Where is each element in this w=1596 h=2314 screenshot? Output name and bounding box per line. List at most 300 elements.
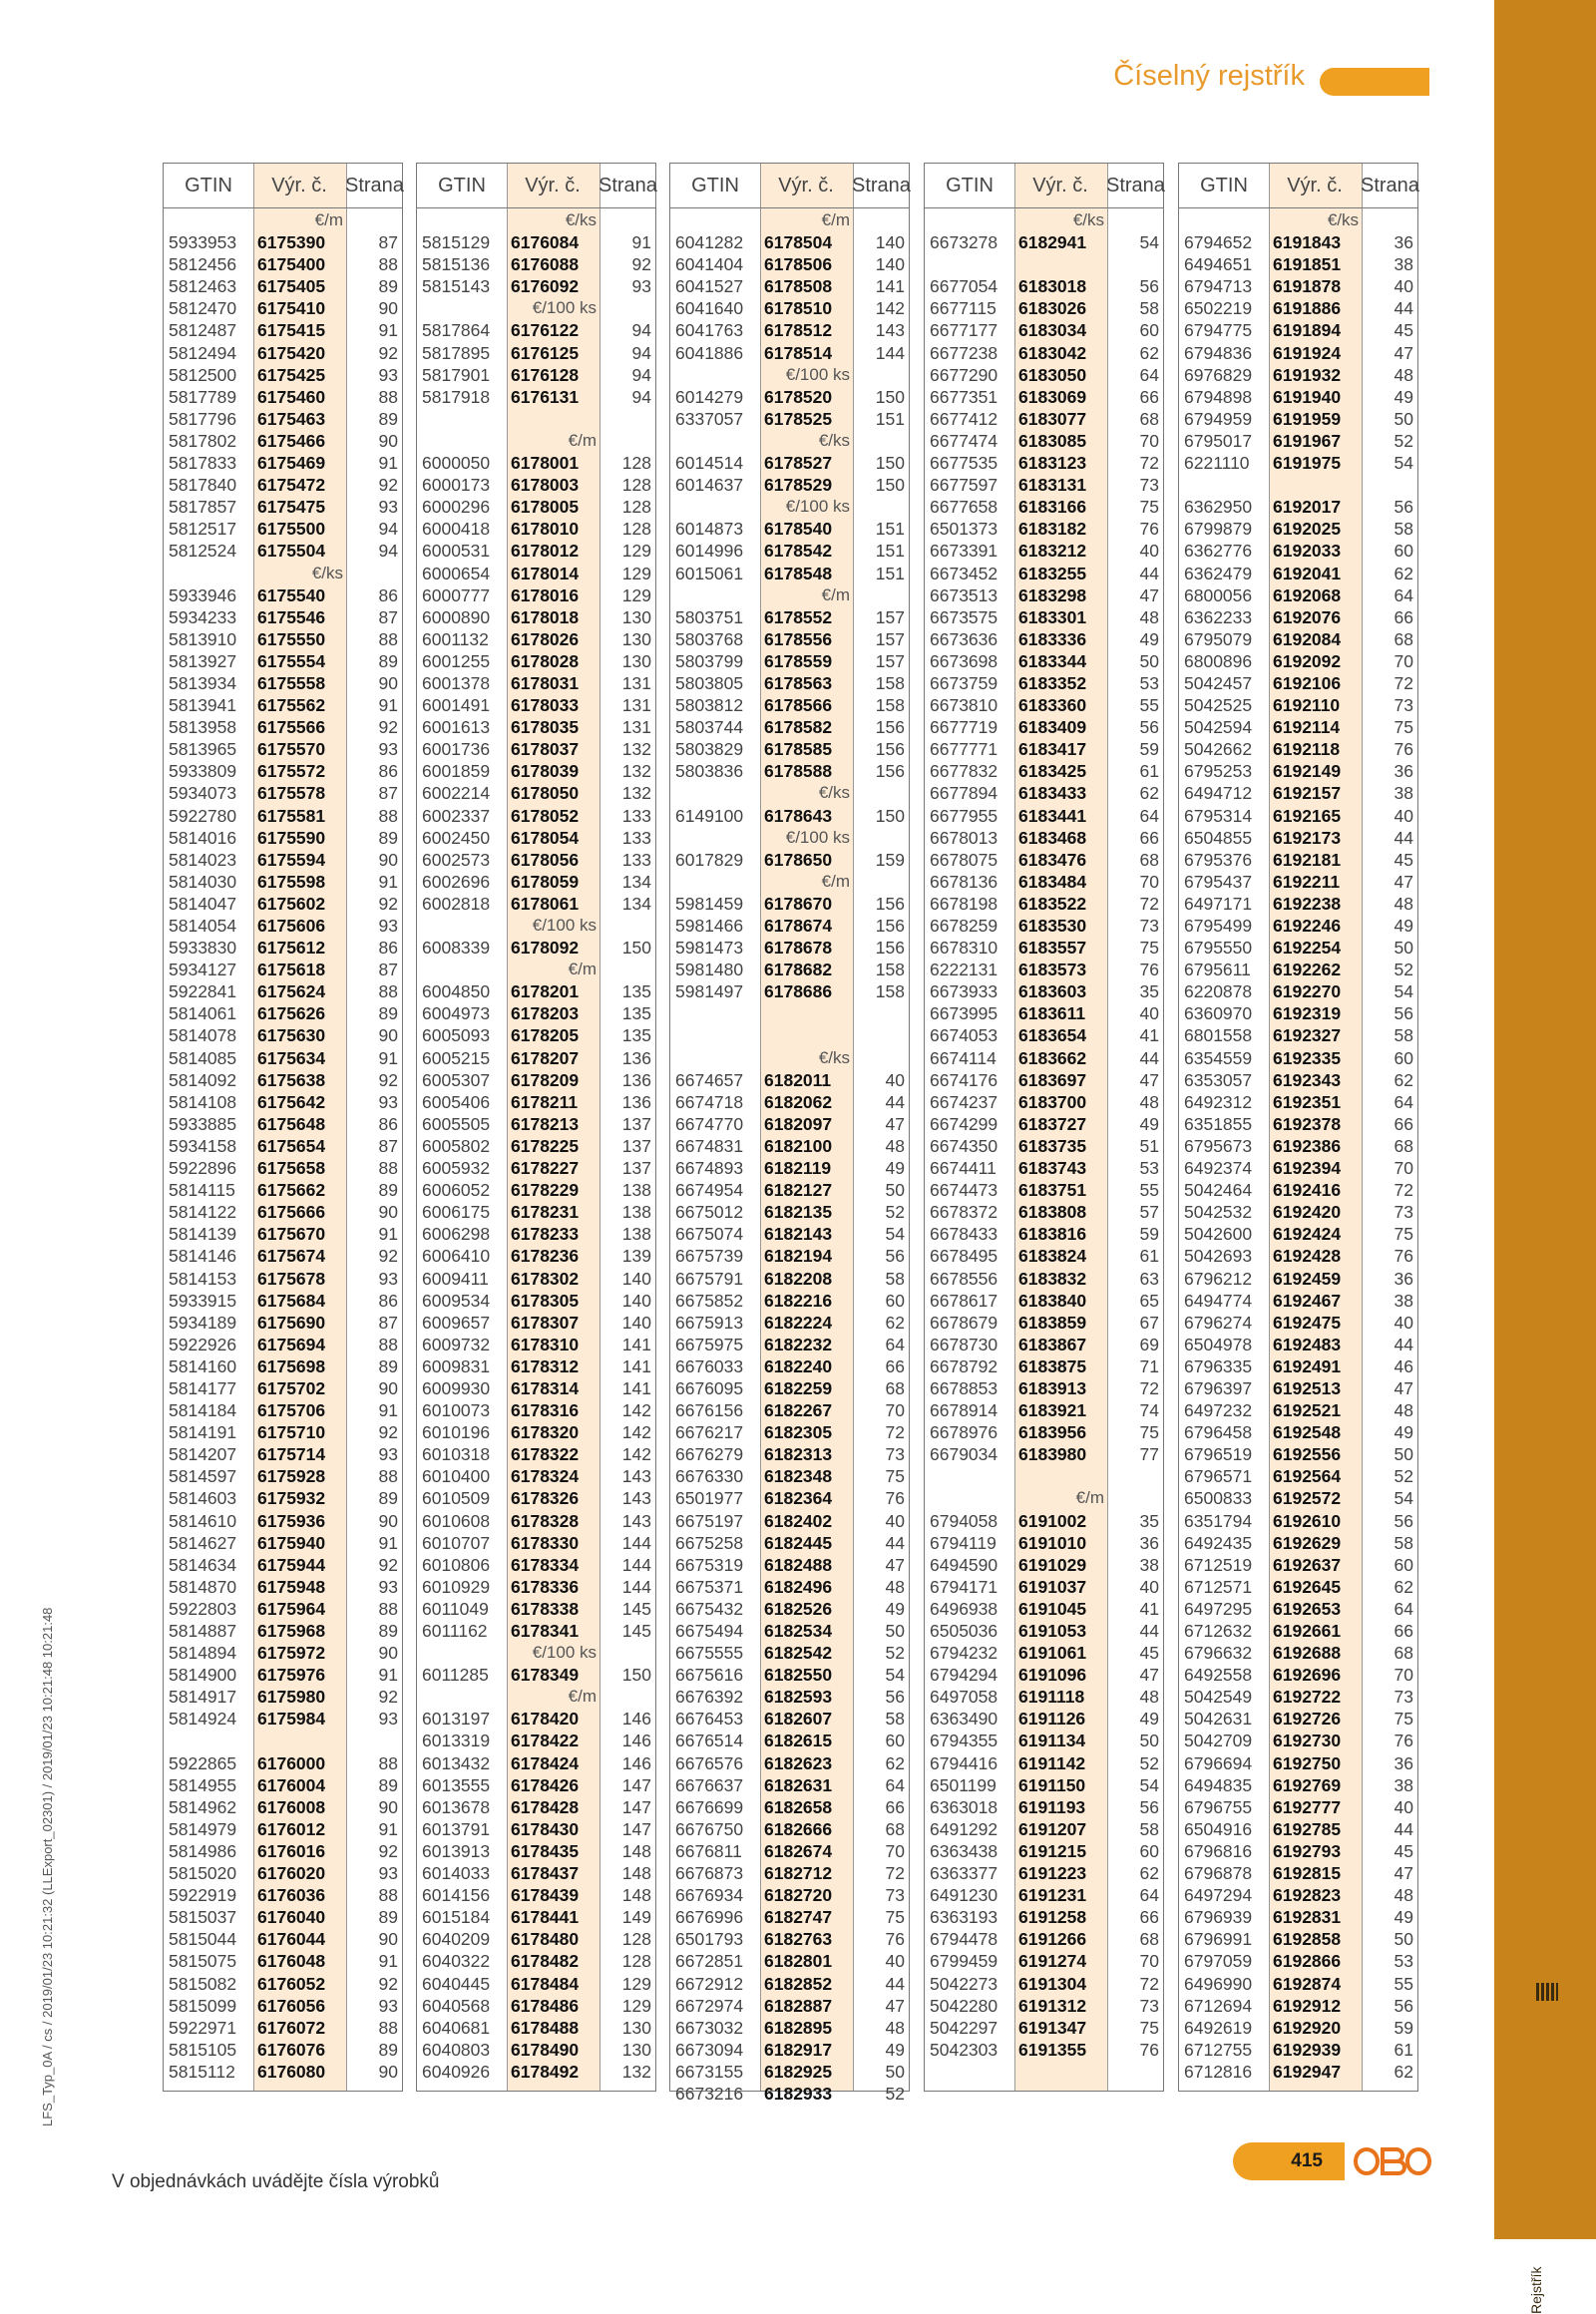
- gtin-cell: 6676453: [675, 1709, 744, 1730]
- page-cell: 93: [378, 1268, 398, 1289]
- product-number-cell: 6178037: [511, 739, 580, 760]
- product-number-cell: 6192730: [1273, 1731, 1342, 1751]
- page-cell: 88: [378, 1334, 398, 1354]
- table-row: [670, 386, 909, 408]
- gtin-cell: 6360970: [1184, 1003, 1253, 1024]
- table-row: [417, 1268, 655, 1290]
- table-row: [670, 1840, 909, 1862]
- product-number-cell: 6191150: [1018, 1774, 1086, 1795]
- product-number-cell: 6178585: [764, 739, 833, 760]
- gtin-cell: 6676750: [675, 1818, 744, 1839]
- product-number-cell: 6175928: [257, 1466, 326, 1487]
- page-cell: 68: [1139, 1929, 1159, 1950]
- gtin-cell: 6673155: [675, 2061, 744, 2082]
- page-cell: 48: [1139, 1687, 1159, 1708]
- product-number-cell: 6182224: [764, 1312, 833, 1333]
- page-cell: 73: [1394, 1202, 1413, 1223]
- table-row: [670, 1399, 909, 1421]
- product-number-cell: 6192629: [1273, 1532, 1342, 1553]
- gtin-cell: 6041886: [675, 342, 744, 363]
- table-row: [1179, 1576, 1417, 1598]
- page-cell: 92: [378, 1069, 398, 1090]
- product-number-cell: 6178314: [511, 1377, 580, 1398]
- product-number-cell: 6176076: [257, 2039, 326, 2060]
- gtin-cell: 5803812: [675, 695, 744, 716]
- product-number-cell: 6178582: [764, 717, 833, 738]
- table-row: [925, 1334, 1163, 1355]
- page-cell: 144: [621, 1554, 651, 1575]
- product-number-cell: 6178312: [511, 1355, 580, 1376]
- table-row: [1179, 1532, 1417, 1554]
- table-row: [164, 275, 402, 297]
- gtin-cell: 5817802: [169, 430, 237, 451]
- page-cell: 56: [885, 1687, 905, 1708]
- gtin-cell: 5814016: [169, 827, 237, 848]
- index-column: [1178, 163, 1418, 2092]
- gtin-cell: 5817864: [422, 320, 491, 341]
- gtin-cell: 5981473: [675, 938, 744, 959]
- page-cell: 75: [1139, 938, 1159, 959]
- table-row: [417, 827, 655, 849]
- table-row: [925, 297, 1163, 319]
- product-number-cell: 6175714: [257, 1444, 326, 1465]
- table-row: [925, 1752, 1163, 1774]
- page-cell: 38: [1394, 783, 1413, 804]
- table-row: [1179, 1047, 1417, 1069]
- page-cell: 52: [1394, 430, 1413, 451]
- product-number-cell: 6192114: [1273, 717, 1341, 738]
- page-cell: 128: [621, 1951, 651, 1972]
- product-number-cell: 6191851: [1273, 254, 1342, 275]
- product-number-cell: 6175968: [257, 1621, 326, 1641]
- gtin-cell: 6011162: [422, 1621, 488, 1641]
- gtin-cell: 5813934: [169, 672, 237, 693]
- gtin-cell: 6504916: [1184, 1818, 1253, 1839]
- table-row: [417, 1884, 655, 1906]
- product-number-cell: 6175469: [257, 453, 326, 474]
- page-cell: 70: [885, 1400, 905, 1421]
- product-number-cell: 6192866: [1273, 1951, 1342, 1972]
- gtin-cell: 5922971: [169, 2017, 237, 2038]
- gtin-cell: 6673759: [930, 672, 998, 693]
- page-cell: 142: [621, 1400, 651, 1421]
- table-row: [164, 1686, 402, 1708]
- product-number-cell: 6178506: [764, 254, 833, 275]
- page-cell: 49: [1139, 628, 1159, 649]
- table-row: [164, 1510, 402, 1532]
- table-row: [925, 584, 1163, 606]
- table-row: [1179, 1179, 1417, 1201]
- gtin-cell: 6794959: [1184, 408, 1253, 429]
- product-number-cell: 6183026: [1018, 298, 1087, 319]
- product-number-cell: 6192572: [1273, 1488, 1342, 1509]
- page-cell: 88: [378, 1752, 398, 1773]
- gtin-cell: 6673513: [930, 584, 998, 605]
- product-number-cell: 6182526: [764, 1598, 833, 1619]
- table-row: [164, 1973, 402, 1995]
- table-row: [670, 1201, 909, 1223]
- gtin-cell: 6795376: [1184, 849, 1253, 870]
- gtin-cell: 5042525: [1184, 695, 1253, 716]
- page-cell: 91: [378, 1951, 398, 1972]
- page-cell: 68: [885, 1818, 905, 1839]
- product-number-cell: 6178341: [511, 1621, 580, 1641]
- table-row: [1179, 1686, 1417, 1708]
- page-cell: 76: [1139, 960, 1159, 980]
- table-row: [417, 1377, 655, 1399]
- table-row: [164, 408, 402, 430]
- page-cell: 146: [621, 1752, 651, 1773]
- product-number-cell: 6182240: [764, 1355, 833, 1376]
- gtin-cell: 6794232: [930, 1643, 998, 1664]
- page-cell: 64: [885, 1774, 905, 1795]
- page-cell: 77: [1139, 1444, 1159, 1465]
- page-cell: 156: [875, 893, 905, 914]
- table-row: [925, 1268, 1163, 1290]
- product-number-cell: 6175598: [257, 871, 326, 892]
- table-row: [1179, 650, 1417, 672]
- unit-label: €/m: [568, 1687, 597, 1707]
- gtin-cell: 6794355: [930, 1731, 998, 1751]
- table-row: [1179, 1510, 1417, 1532]
- table-row: [1179, 1002, 1417, 1024]
- table-row: [417, 1995, 655, 2017]
- page-cell: 48: [1139, 606, 1159, 627]
- column-header: [164, 164, 402, 208]
- page-cell: 40: [1394, 1796, 1413, 1817]
- table-row: [925, 1686, 1163, 1708]
- gtin-cell: 6006175: [422, 1202, 491, 1223]
- gtin-cell: 6676279: [675, 1444, 744, 1465]
- gtin-cell: 6678013: [930, 827, 998, 848]
- table-row: [1179, 959, 1417, 980]
- product-number-cell: 6178056: [511, 849, 580, 870]
- page-cell: 38: [1139, 1554, 1159, 1575]
- unit-row: [670, 1047, 909, 1069]
- product-number-cell: 6191215: [1018, 1840, 1087, 1861]
- table-row: [417, 760, 655, 782]
- table-row: [670, 1113, 909, 1135]
- table-row: [670, 1443, 909, 1465]
- page-cell: 132: [621, 739, 651, 760]
- product-number-cell: 6192785: [1273, 1818, 1342, 1839]
- table-row: [417, 386, 655, 408]
- product-number-cell: 6176056: [257, 1995, 326, 2016]
- page-cell: 38: [1394, 254, 1413, 275]
- product-number-cell: 6183697: [1018, 1069, 1087, 1090]
- gtin-cell: 6494835: [1184, 1774, 1253, 1795]
- page-cell: 147: [621, 1796, 651, 1817]
- gtin-cell: 6673391: [930, 541, 998, 562]
- page-cell: 92: [378, 475, 398, 496]
- product-number-cell: 6175976: [257, 1665, 326, 1686]
- table-row: [164, 959, 402, 980]
- table-row: [925, 342, 1163, 364]
- table-row: [670, 408, 909, 430]
- product-number-cell: 6178010: [511, 519, 580, 540]
- page-cell: 59: [1139, 1224, 1159, 1245]
- page-cell: 136: [621, 1091, 651, 1112]
- product-number-cell: 6191037: [1018, 1576, 1087, 1597]
- header-page: Strana: [1106, 175, 1165, 196]
- table-row: [164, 1576, 402, 1598]
- product-number-cell: 6175400: [257, 254, 326, 275]
- gtin-cell: 6673810: [930, 695, 998, 716]
- table-row: [164, 253, 402, 275]
- table-row: [925, 650, 1163, 672]
- table-row: [1179, 1024, 1417, 1046]
- gtin-cell: 6040568: [422, 1995, 491, 2016]
- product-number-cell: 6191126: [1018, 1709, 1086, 1730]
- gtin-cell: 5042631: [1184, 1709, 1253, 1730]
- product-number-cell: 6178305: [511, 1290, 580, 1311]
- table-row: [164, 915, 402, 937]
- page-cell: 45: [1394, 320, 1413, 341]
- table-row: [925, 563, 1163, 584]
- page-cell: 56: [1139, 276, 1159, 297]
- gtin-cell: 5933946: [169, 584, 237, 605]
- page-cell: 93: [378, 1091, 398, 1112]
- page-cell: 88: [378, 1158, 398, 1179]
- table-row: [670, 563, 909, 584]
- page-cell: 73: [1139, 475, 1159, 496]
- page-number: 415: [1233, 2142, 1345, 2180]
- table-row: [164, 518, 402, 540]
- page-cell: 90: [378, 430, 398, 451]
- page-cell: 93: [378, 1709, 398, 1730]
- table-row: [417, 518, 655, 540]
- product-number-cell: 6176000: [257, 1752, 326, 1773]
- product-number-cell: 6192270: [1273, 981, 1342, 1002]
- page-cell: 47: [1139, 1069, 1159, 1090]
- page-cell: 89: [378, 1003, 398, 1024]
- page-cell: 60: [1139, 1840, 1159, 1861]
- product-number-cell: 6182259: [764, 1377, 833, 1398]
- product-number-cell: 6178061: [511, 893, 580, 914]
- product-number-cell: 6178504: [764, 232, 833, 253]
- gtin-cell: 6678433: [930, 1224, 998, 1245]
- product-number-cell: 6192513: [1273, 1377, 1342, 1398]
- product-number-cell: 6178512: [764, 320, 833, 341]
- gtin-cell: 6794171: [930, 1576, 998, 1597]
- product-number-cell: 6178437: [511, 1863, 580, 1884]
- page-cell: 89: [378, 2039, 398, 2060]
- table-row: [925, 760, 1163, 782]
- page-cell: 92: [378, 1422, 398, 1443]
- page-cell: 62: [1394, 2061, 1413, 2082]
- gtin-cell: 6041763: [675, 320, 744, 341]
- blank-row: [670, 1002, 909, 1024]
- gtin-cell: 6673216: [675, 2083, 744, 2104]
- gtin-cell: 6676811: [675, 1840, 742, 1861]
- gtin-cell: 5817796: [169, 408, 237, 429]
- product-number-cell: 6175936: [257, 1510, 326, 1531]
- gtin-cell: 5814900: [169, 1665, 237, 1686]
- table-row: [1179, 1642, 1417, 1664]
- page-cell: 142: [621, 1444, 651, 1465]
- page-cell: 54: [885, 1665, 905, 1686]
- product-number-cell: 6192254: [1273, 938, 1342, 959]
- product-number-cell: 6183360: [1018, 695, 1087, 716]
- table-row: [670, 606, 909, 628]
- column-header: [925, 164, 1163, 208]
- product-number-cell: 6176125: [511, 342, 580, 363]
- table-row: [925, 672, 1163, 694]
- page-cell: 72: [1139, 893, 1159, 914]
- product-number-cell: 6192726: [1273, 1709, 1342, 1730]
- table-row: [1179, 496, 1417, 518]
- page-cell: 52: [1394, 960, 1413, 980]
- gtin-cell: 5814108: [169, 1091, 237, 1112]
- product-number-cell: 6175558: [257, 672, 326, 693]
- table-row: [164, 364, 402, 386]
- product-number-cell: 6183522: [1018, 893, 1087, 914]
- gtin-cell: 6002696: [422, 871, 491, 892]
- product-number-cell: 6178310: [511, 1334, 580, 1354]
- page-cell: 66: [1139, 1907, 1159, 1928]
- table-row: [1179, 1840, 1417, 1862]
- product-number-cell: 6175581: [257, 805, 326, 826]
- product-number-cell: 6192637: [1273, 1554, 1342, 1575]
- page-cell: 70: [1394, 1158, 1413, 1179]
- page-cell: 73: [1394, 695, 1413, 716]
- product-number-cell: 6192947: [1273, 2061, 1342, 2082]
- table-row: [164, 1421, 402, 1443]
- gtin-cell: 6362776: [1184, 541, 1253, 562]
- table-row: [164, 386, 402, 408]
- table-row: [417, 364, 655, 386]
- page-cell: 40: [885, 1069, 905, 1090]
- gtin-cell: 5042600: [1184, 1224, 1253, 1245]
- page-cell: 60: [1394, 541, 1413, 562]
- product-number-cell: 6178203: [511, 1003, 580, 1024]
- unit-label: €/m: [821, 584, 850, 604]
- page-cell: 41: [1139, 1598, 1159, 1619]
- page-cell: 86: [378, 938, 398, 959]
- table-row: [925, 1642, 1163, 1664]
- unit-label: €/m: [314, 210, 343, 229]
- side-bar: [1494, 0, 1596, 2239]
- gtin-cell: 6796571: [1184, 1466, 1253, 1487]
- product-number-cell: 6182097: [764, 1113, 833, 1134]
- table-row: [925, 319, 1163, 341]
- page-cell: 89: [378, 408, 398, 429]
- table-row: [417, 231, 655, 253]
- page-cell: 94: [631, 386, 651, 407]
- table-row: [925, 1157, 1163, 1179]
- table-row: [417, 1002, 655, 1024]
- page-cell: 57: [1139, 1202, 1159, 1223]
- product-number-cell: 6192556: [1273, 1444, 1342, 1465]
- page-cell: 58: [1394, 519, 1413, 540]
- gtin-cell: 6674114: [930, 1047, 997, 1068]
- gtin-cell: 6797059: [1184, 1951, 1253, 1972]
- column-header: [417, 164, 655, 208]
- table-row: [164, 871, 402, 893]
- page-cell: 147: [621, 1774, 651, 1795]
- page-cell: 54: [1394, 1488, 1413, 1509]
- side-section-label: Rejstřík: [1528, 2266, 1544, 2314]
- gtin-cell: 5814153: [169, 1268, 237, 1289]
- table-row: [670, 2039, 909, 2061]
- table-row: [670, 2017, 909, 2039]
- gtin-cell: 5814955: [169, 1774, 237, 1795]
- page-cell: 140: [875, 232, 905, 253]
- page-cell: 140: [621, 1312, 651, 1333]
- product-number-cell: 6192793: [1273, 1840, 1342, 1861]
- gtin-cell: 6676934: [675, 1885, 744, 1906]
- gtin-cell: 6351794: [1184, 1510, 1253, 1531]
- table-row: [925, 959, 1163, 980]
- page-cell: 62: [1139, 342, 1159, 363]
- gtin-cell: 6002818: [422, 893, 491, 914]
- page-cell: 133: [621, 849, 651, 870]
- product-number-cell: 6178490: [511, 2039, 580, 2060]
- product-number-cell: 6182313: [764, 1444, 833, 1465]
- table-row: [925, 606, 1163, 628]
- page-cell: 87: [378, 232, 398, 253]
- product-number-cell: 6183336: [1018, 628, 1087, 649]
- product-number-cell: 6178484: [511, 1973, 580, 1994]
- gtin-cell: 6040322: [422, 1951, 491, 1972]
- page-cell: 73: [1139, 916, 1159, 936]
- unit-label: €/ks: [1327, 210, 1359, 229]
- table-row: [417, 253, 655, 275]
- gtin-cell: 6675371: [675, 1576, 744, 1597]
- gtin-cell: 5922841: [169, 981, 237, 1002]
- table-row: [1179, 1201, 1417, 1223]
- unit-row: [925, 209, 1163, 231]
- gtin-cell: 6353057: [1184, 1069, 1253, 1090]
- product-number-cell: 6175570: [257, 739, 326, 760]
- page-cell: 147: [621, 1818, 651, 1839]
- table-row: [1179, 980, 1417, 1002]
- product-number-cell: 6191347: [1018, 2017, 1087, 2038]
- table-row: [164, 606, 402, 628]
- table-row: [670, 540, 909, 562]
- gtin-cell: 6678198: [930, 893, 998, 914]
- page-cell: 133: [621, 805, 651, 826]
- table-row: [1179, 1796, 1417, 1818]
- product-number-cell: 6176084: [511, 232, 580, 253]
- unit-label: €/100 ks: [532, 1643, 597, 1663]
- gtin-cell: 5817789: [169, 386, 237, 407]
- gtin-cell: 6502219: [1184, 298, 1253, 319]
- gtin-cell: 5803744: [675, 717, 744, 738]
- table-row: [417, 1069, 655, 1091]
- gtin-cell: 6794652: [1184, 232, 1253, 253]
- page-cell: 90: [378, 2061, 398, 2082]
- product-number-cell: 6175566: [257, 717, 326, 738]
- product-number-cell: 6183956: [1018, 1422, 1087, 1443]
- unit-row: [417, 1686, 655, 1708]
- product-number-cell: 6178326: [511, 1488, 580, 1509]
- gtin-cell: 5042464: [1184, 1180, 1253, 1201]
- page-cell: 64: [1139, 1885, 1159, 1906]
- page-cell: 90: [378, 1643, 398, 1664]
- product-number-cell: 6178529: [764, 475, 833, 496]
- table-row: [925, 1290, 1163, 1312]
- product-number-cell: 6183735: [1018, 1135, 1087, 1156]
- product-number-cell: 6175390: [257, 232, 326, 253]
- header-page: Strana: [852, 175, 911, 196]
- gtin-cell: 6675432: [675, 1598, 744, 1619]
- gtin-cell: 6673278: [930, 232, 998, 253]
- unit-row: [670, 584, 909, 606]
- product-number-cell: 6192491: [1273, 1355, 1342, 1376]
- gtin-cell: 6678792: [930, 1355, 998, 1376]
- gtin-cell: 6794775: [1184, 320, 1253, 341]
